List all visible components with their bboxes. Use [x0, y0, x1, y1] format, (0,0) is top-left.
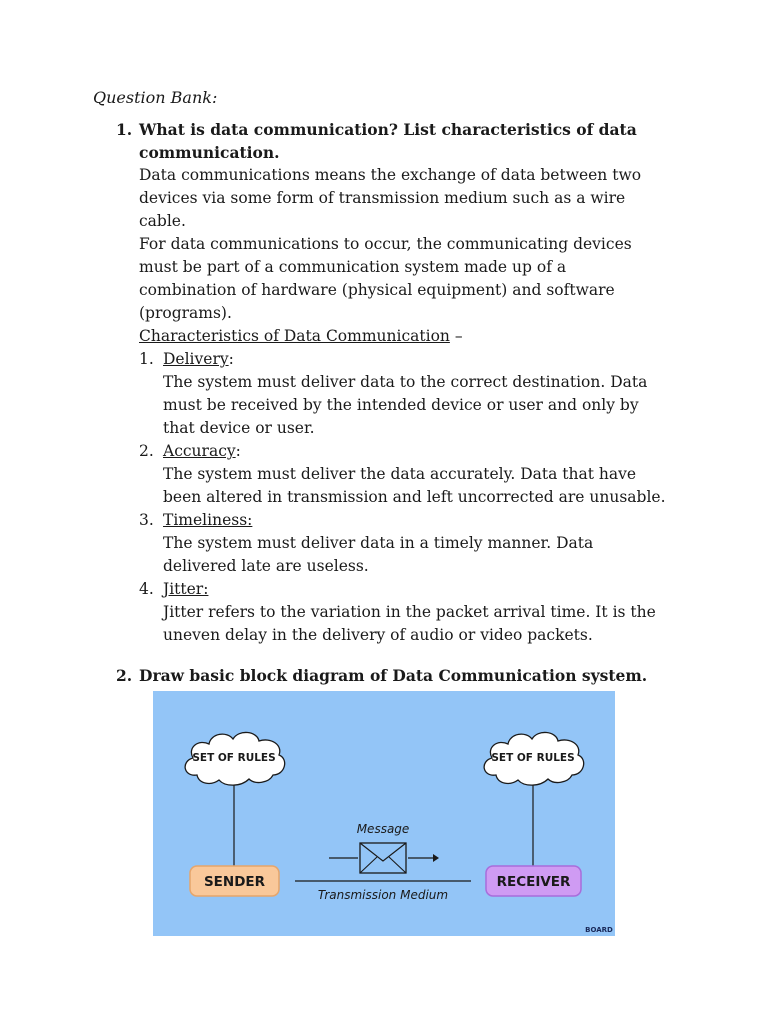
description-line: The system must deliver data to the correct destination. Data [163, 373, 648, 391]
characteristic-title-text: Jitter: [163, 580, 209, 598]
paragraph-line: must be part of a communication system made up of a [139, 258, 567, 276]
characteristics-heading-dash: – [449, 327, 463, 345]
question-2-heading: Draw basic block diagram of Data Communication system. [139, 666, 648, 685]
block-diagram [153, 691, 615, 936]
receiver-block [486, 866, 581, 896]
left-cloud [185, 732, 285, 785]
paragraph-line: Data communications means the exchange of data between two [139, 166, 642, 184]
characteristic-title-suffix: : [228, 350, 234, 368]
characteristic-item [139, 578, 676, 647]
characteristic-title [163, 509, 676, 532]
characteristic-description [163, 371, 676, 440]
definition-paragraph [139, 164, 676, 233]
question-1-heading [139, 118, 676, 164]
question-1-number: 1. [116, 120, 133, 139]
characteristic-description [163, 532, 676, 578]
paragraph-line: combination of hardware (physical equipment) and software [139, 281, 615, 299]
doc-title: Question Bank: [93, 88, 218, 107]
characteristic-number: 1. [139, 350, 154, 368]
characteristic-title-suffix: : [235, 442, 241, 460]
question-1-heading-line: What is data communication? List characteristics of data [139, 120, 637, 139]
characteristic-number: 2. [139, 442, 154, 460]
description-line: that device or user. [163, 419, 315, 437]
receiver-label: RECEIVER [496, 874, 571, 890]
sender-label: SENDER [203, 874, 266, 890]
characteristic-number: 4. [139, 580, 154, 598]
transmission-medium-label: Transmission Medium [317, 888, 449, 902]
characteristic-title-text: Accuracy [163, 442, 236, 460]
right-cloud [484, 732, 584, 785]
characteristic-item [139, 509, 676, 578]
characteristic-title [163, 578, 676, 601]
paragraph-line: For data communications to occur, the communicating devices [139, 235, 632, 253]
characteristic-number: 3. [139, 511, 154, 529]
left-cloud-label: SET OF RULES [192, 752, 276, 764]
question-1 [116, 118, 676, 647]
description-line: must be received by the intended device or user and only by [163, 396, 639, 414]
characteristic-description [163, 601, 676, 647]
characteristic-title [163, 440, 676, 463]
paragraph-line: cable. [139, 212, 186, 230]
characteristic-title-text: Timeliness: [163, 511, 253, 529]
message-label: Message [356, 822, 410, 836]
characteristic-item [139, 440, 676, 509]
brand-logo: BOARD [585, 926, 613, 934]
question-2-number: 2. [116, 666, 133, 685]
description-line: The system must deliver data in a timely manner. Data [163, 534, 594, 552]
characteristics-heading [139, 325, 676, 348]
characteristics-heading-text: Characteristics of Data Communication [139, 327, 450, 345]
characteristic-title-text: Delivery [163, 350, 229, 368]
block-diagram-svg [153, 691, 615, 936]
message-arrow-head [433, 854, 439, 862]
paragraph-line: devices via some form of transmission medium such as a wire [139, 189, 626, 207]
description-line: Jitter refers to the variation in the packet arrival time. It is the [163, 603, 656, 621]
description-line: uneven delay in the delivery of audio or video packets. [163, 626, 593, 644]
characteristic-item [139, 348, 676, 440]
requirements-paragraph [139, 233, 676, 325]
characteristic-title [163, 348, 676, 371]
description-line: been altered in transmission and left uncorrected are unusable. [163, 488, 666, 506]
right-cloud-label: SET OF RULES [491, 752, 575, 764]
question-1-heading-line: communication. [139, 143, 280, 162]
characteristic-description [163, 463, 676, 509]
description-line: delivered late are useless. [163, 557, 369, 575]
sender-block [190, 866, 279, 896]
paragraph-line: (programs). [139, 304, 232, 322]
description-line: The system must deliver the data accurately. Data that have [163, 465, 637, 483]
envelope-icon [360, 843, 406, 873]
question-2 [116, 664, 676, 687]
